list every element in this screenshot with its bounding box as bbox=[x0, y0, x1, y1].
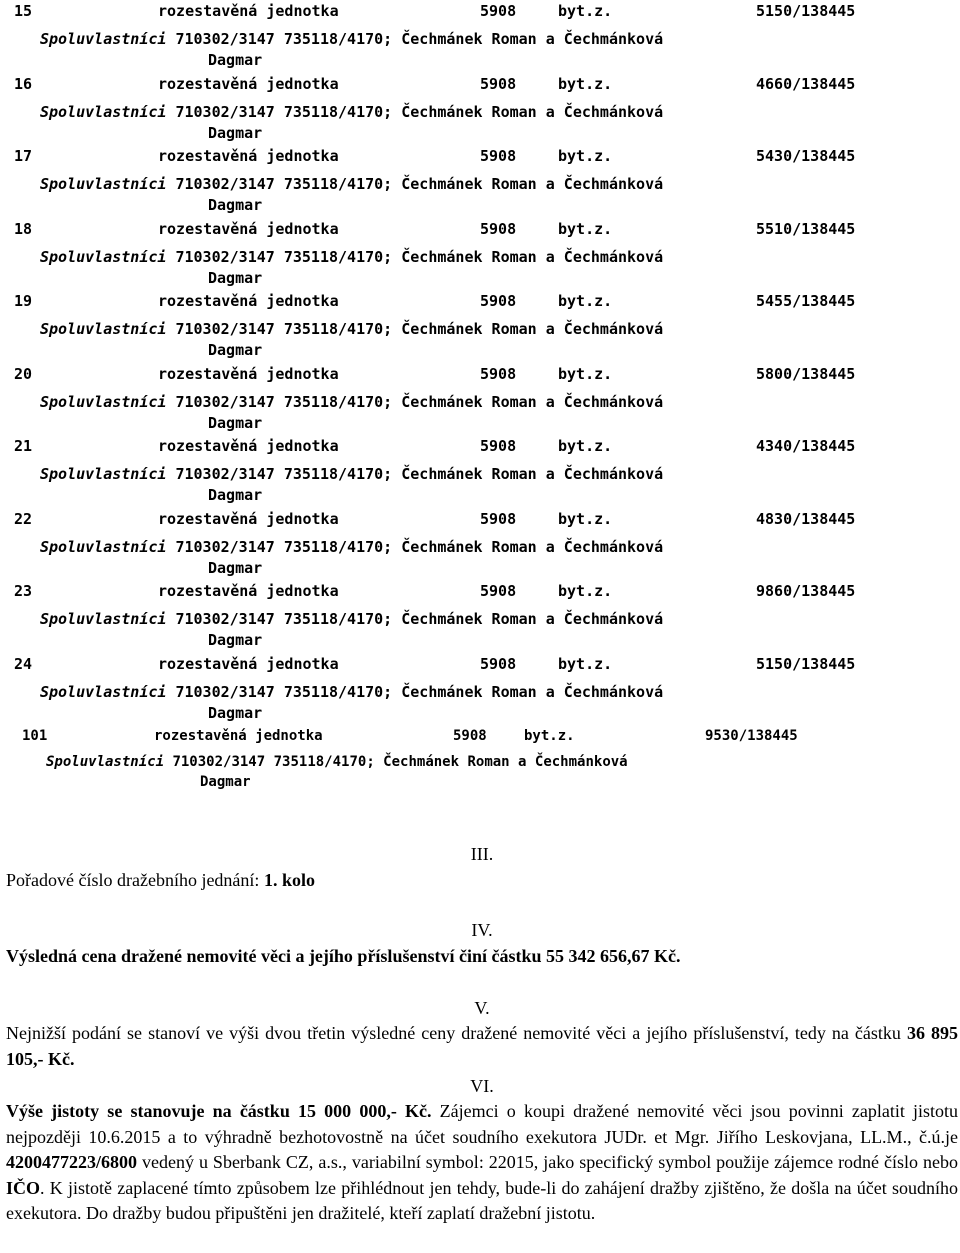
ownership-share: 5150/138445 bbox=[756, 2, 856, 20]
usage-type: byt.z. bbox=[558, 654, 613, 673]
co-owners-continuation: Dagmar bbox=[208, 631, 263, 649]
co-owners-label: Spoluvlastníci bbox=[40, 102, 167, 121]
co-owners-row bbox=[40, 465, 663, 483]
co-owners-label: Spoluvlastníci bbox=[40, 175, 167, 193]
unit-type: rozestavěná jednotka bbox=[158, 74, 339, 93]
record-header-row bbox=[14, 292, 856, 310]
ico-label: IČO bbox=[6, 1177, 41, 1198]
unit-type: rozestavěná jednotka bbox=[154, 728, 323, 744]
co-owners-label: Spoluvlastníci bbox=[40, 320, 167, 338]
co-owners-continuation: Dagmar bbox=[208, 268, 263, 287]
co-owners-continuation: Dagmar bbox=[208, 558, 263, 577]
usage-type: byt.z. bbox=[558, 582, 613, 600]
co-owners-row bbox=[40, 30, 663, 48]
unit-type: rozestavěná jednotka bbox=[158, 2, 339, 20]
co-owners-row bbox=[40, 610, 663, 628]
co-owners-value: 710302/3147 735118/4170; Čechmánek Roman a Čechmánková bbox=[172, 754, 628, 770]
co-owners-value: 710302/3147 735118/4170; Čechmánek Roman a Čechmánková bbox=[175, 610, 664, 628]
unit-number: 19 bbox=[14, 292, 33, 310]
co-owners-continuation: Dagmar bbox=[208, 413, 263, 432]
lowest-bid-paragraph: Nejnižší podání se stanoví ve výši dvou třetin výsledné ceny dražené nemovité věci a jejího příslušenství, tedy na částku 36 895 105,- Kč. bbox=[6, 1023, 958, 1069]
ownership-record bbox=[14, 508, 894, 581]
co-owners-row bbox=[40, 175, 663, 193]
unit-number: 15 bbox=[14, 2, 33, 20]
record-header-row bbox=[14, 582, 856, 600]
auction-round-line bbox=[6, 868, 958, 894]
unit-number: 21 bbox=[14, 437, 33, 455]
unit-number: 24 bbox=[14, 654, 33, 673]
unit-type: rozestavěná jednotka bbox=[158, 219, 339, 238]
record-header-row bbox=[14, 654, 856, 673]
co-owners-row bbox=[40, 538, 663, 556]
unit-type: rozestavěná jednotka bbox=[158, 437, 339, 455]
ownership-share: 4830/138445 bbox=[756, 509, 856, 528]
co-owners-label: Spoluvlastníci bbox=[40, 392, 167, 411]
ownership-records-list bbox=[14, 0, 894, 798]
record-header-row bbox=[14, 509, 856, 528]
record-header-row bbox=[14, 147, 856, 165]
parcel-number: 5908 bbox=[480, 2, 517, 20]
record-header-row bbox=[14, 74, 856, 93]
co-owners-value: 710302/3147 735118/4170; Čechmánek Roman a Čechmánková bbox=[175, 682, 664, 701]
unit-number: 23 bbox=[14, 582, 33, 600]
co-owners-label: Spoluvlastníci bbox=[40, 247, 167, 266]
co-owners-label: Spoluvlastníci bbox=[40, 30, 167, 48]
ownership-record bbox=[14, 218, 894, 291]
unit-number: 17 bbox=[14, 147, 33, 165]
co-owners-row bbox=[40, 393, 663, 411]
ownership-record bbox=[14, 0, 894, 73]
section-v-heading: V. bbox=[474, 998, 490, 1018]
resulting-price-text: Výsledná cena dražené nemovité věci a jejího příslušenství činí částku 55 342 656,67 Kč. bbox=[6, 946, 681, 966]
ownership-share: 4660/138445 bbox=[756, 74, 856, 93]
co-owners-row bbox=[40, 103, 663, 121]
co-owners-label: Spoluvlastníci bbox=[40, 465, 167, 483]
unit-type: rozestavěná jednotka bbox=[158, 292, 339, 310]
co-owners-value: 710302/3147 735118/4170; Čechmánek Roman a Čechmánková bbox=[175, 392, 664, 411]
record-header-row bbox=[14, 219, 856, 238]
co-owners-label: Spoluvlastníci bbox=[40, 610, 167, 628]
record-header-row bbox=[22, 727, 798, 745]
unit-number: 22 bbox=[14, 509, 33, 528]
unit-type: rozestavěná jednotka bbox=[158, 582, 339, 600]
co-owners-continuation: Dagmar bbox=[200, 774, 251, 790]
co-owners-label: Spoluvlastníci bbox=[40, 682, 167, 701]
co-owners-value: 710302/3147 735118/4170; Čechmánek Roman a Čechmánková bbox=[175, 175, 664, 193]
co-owners-label: Spoluvlastníci bbox=[46, 754, 165, 770]
ownership-share: 9860/138445 bbox=[756, 582, 856, 600]
parcel-number: 5908 bbox=[453, 728, 487, 744]
usage-type: byt.z. bbox=[558, 2, 613, 20]
parcel-number: 5908 bbox=[480, 654, 517, 673]
deposit-amount-lead: Výše jistoty se stanovuje na částku 15 000 000,- Kč. bbox=[6, 1101, 432, 1121]
parcel-number: 5908 bbox=[480, 437, 517, 455]
co-owners-continuation: Dagmar bbox=[208, 486, 263, 504]
parcel-number: 5908 bbox=[480, 74, 517, 93]
usage-type: byt.z. bbox=[524, 728, 575, 744]
unit-type: rozestavěná jednotka bbox=[158, 654, 339, 673]
co-owners-value: 710302/3147 735118/4170; Čechmánek Roman a Čechmánková bbox=[175, 465, 664, 483]
unit-number: 16 bbox=[14, 74, 33, 93]
ownership-share: 5430/138445 bbox=[756, 147, 856, 165]
section-vi-heading: VI. bbox=[470, 1076, 494, 1096]
ownership-share: 9530/138445 bbox=[705, 728, 798, 744]
co-owners-continuation: Dagmar bbox=[208, 341, 263, 359]
ownership-record bbox=[14, 363, 894, 436]
unit-number: 20 bbox=[14, 364, 33, 383]
co-owners-continuation: Dagmar bbox=[208, 703, 263, 722]
ownership-record bbox=[14, 73, 894, 146]
co-owners-continuation: Dagmar bbox=[208, 123, 263, 142]
co-owners-value: 710302/3147 735118/4170; Čechmánek Roman a Čechmánková bbox=[175, 30, 664, 48]
ownership-record bbox=[14, 653, 894, 726]
ownership-share: 5800/138445 bbox=[756, 364, 856, 383]
unit-number: 18 bbox=[14, 219, 33, 238]
record-header-row bbox=[14, 364, 856, 383]
section-iii-heading: III. bbox=[470, 844, 494, 864]
auction-round-value: 1. kolo bbox=[263, 870, 315, 890]
co-owners-row bbox=[40, 248, 663, 266]
bank-account-number: 4200477223/6800 bbox=[6, 1152, 138, 1172]
unit-type: rozestavěná jednotka bbox=[158, 364, 339, 383]
ownership-record bbox=[14, 290, 894, 363]
co-owners-value: 710302/3147 735118/4170; Čechmánek Roman a Čechmánková bbox=[175, 320, 664, 338]
parcel-number: 5908 bbox=[480, 582, 517, 600]
usage-type: byt.z. bbox=[558, 509, 613, 528]
ownership-record bbox=[14, 435, 894, 508]
ownership-record bbox=[14, 145, 894, 218]
deposit-paragraph: Výše jistoty se stanovuje na částku 15 000 000,- Kč. Zájemci o koupi dražené nemovité věci jsou povinni zaplatit jistotu nejpozději 10.6.2015 a to výhradně bezhotovostně na účet soudního exekutora JUDr. et Mgr. Jiřího Leskovjana, LL.M., č.ú.je 4200477223/6800 vedený u Sberbank CZ, a.s., variabilní symbol: 22015, jako specifický symbol použije zájemce rodné číslo nebo IČO. K jistotě zaplacené tímto způsobem lze přihlédnout jen tehdy, bude-li do zahájení dražby zjištěno, že došla na účet soudního exekutora. Do dražby budou připuštěni jen dražitelé, kteří zaplatí dražební jistotu. bbox=[6, 1101, 959, 1223]
co-owners-continuation: Dagmar bbox=[208, 51, 263, 69]
parcel-number: 5908 bbox=[480, 364, 517, 383]
record-header-row bbox=[14, 437, 856, 455]
auction-round-label: Pořadové číslo dražebního jednání: bbox=[6, 870, 264, 890]
co-owners-value: 710302/3147 735118/4170; Čechmánek Roman a Čechmánková bbox=[175, 537, 664, 556]
usage-type: byt.z. bbox=[558, 74, 613, 93]
section-iv-heading: IV. bbox=[471, 920, 493, 940]
ownership-share: 5150/138445 bbox=[756, 654, 856, 673]
unit-number: 101 bbox=[22, 728, 48, 744]
co-owners-row bbox=[46, 753, 628, 771]
ownership-record bbox=[14, 580, 894, 653]
usage-type: byt.z. bbox=[558, 219, 613, 238]
parcel-number: 5908 bbox=[480, 292, 517, 310]
lowest-bid-amount: 36 895 105,- Kč. bbox=[6, 1023, 958, 1069]
parcel-number: 5908 bbox=[480, 509, 517, 528]
unit-type: rozestavěná jednotka bbox=[158, 147, 339, 165]
usage-type: byt.z. bbox=[558, 437, 613, 455]
ownership-record bbox=[14, 725, 894, 798]
ownership-share: 5455/138445 bbox=[756, 292, 856, 310]
record-header-row bbox=[14, 2, 856, 20]
unit-type: rozestavěná jednotka bbox=[158, 509, 339, 528]
usage-type: byt.z. bbox=[558, 364, 613, 383]
usage-type: byt.z. bbox=[558, 147, 613, 165]
co-owners-row bbox=[40, 683, 663, 701]
co-owners-value: 710302/3147 735118/4170; Čechmánek Roman a Čechmánková bbox=[175, 247, 664, 266]
co-owners-continuation: Dagmar bbox=[208, 196, 263, 214]
co-owners-row bbox=[40, 320, 663, 338]
usage-type: byt.z. bbox=[558, 292, 613, 310]
parcel-number: 5908 bbox=[480, 147, 517, 165]
parcel-number: 5908 bbox=[480, 219, 517, 238]
ownership-share: 4340/138445 bbox=[756, 437, 856, 455]
co-owners-value: 710302/3147 735118/4170; Čechmánek Roman a Čechmánková bbox=[175, 102, 664, 121]
co-owners-label: Spoluvlastníci bbox=[40, 537, 167, 556]
ownership-share: 5510/138445 bbox=[756, 219, 856, 238]
